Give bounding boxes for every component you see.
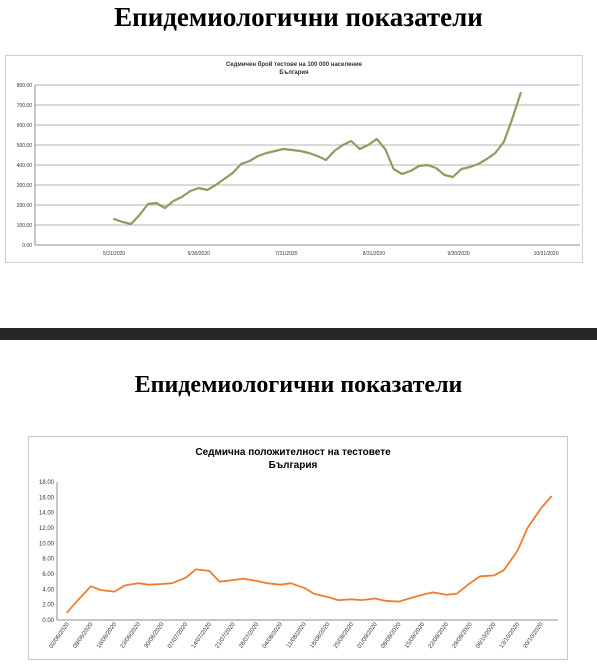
- x-tick-label: 10/31/2020: [533, 251, 559, 257]
- chart-title: Седмичен брой тестове на 100 000 население: [225, 62, 363, 68]
- x-tick-label: 07/07/2020: [167, 621, 190, 650]
- x-tick-label: 21/07/2020: [214, 621, 237, 650]
- y-tick-label: 800.00: [16, 83, 32, 89]
- y-tick-label: 10.00: [38, 541, 54, 548]
- slide-title: Епидемиологични показатели: [114, 2, 483, 32]
- y-tick-label: 18.00: [38, 480, 54, 486]
- y-tick-label: 500.00: [16, 143, 32, 149]
- x-tick-label: 08/09/2020: [380, 621, 403, 650]
- x-tick-label: 14/07/2020: [190, 621, 213, 650]
- y-tick-label: 200.00: [16, 203, 32, 209]
- x-tick-label: 30/06/2020: [143, 621, 166, 650]
- x-tick-label: 29/09/2020: [451, 621, 474, 650]
- x-tick-label: 09/06/2020: [72, 621, 95, 650]
- y-tick-label: 0.00: [42, 618, 54, 624]
- chart-title: Седмична положителност на тестовете: [195, 447, 391, 458]
- y-tick-label: 400.00: [16, 163, 32, 169]
- y-tick-label: 6.00: [42, 572, 54, 578]
- chart-subtitle: България: [268, 460, 318, 471]
- x-tick-label: 9/30/2020: [447, 251, 470, 257]
- x-tick-label: 7/31/2020: [275, 251, 298, 257]
- y-tick-label: 300.00: [16, 183, 32, 189]
- x-tick-label: 02/06/2020: [48, 621, 71, 650]
- test-positivity-chart: [28, 436, 568, 660]
- x-tick-label: 01/09/2020: [356, 621, 379, 650]
- x-tick-label: 15/09/2020: [404, 621, 427, 650]
- x-tick-label: 28/07/2020: [238, 621, 261, 650]
- x-tick-label: 06/10/2020: [475, 621, 498, 650]
- y-tick-label: 16.00: [38, 495, 54, 502]
- slide-divider: [0, 328, 597, 340]
- chart-frame: [6, 56, 583, 263]
- x-tick-label: 5/31/2020: [102, 251, 126, 257]
- y-tick-label: 8.00: [42, 556, 54, 563]
- x-tick-label: 18/08/2020: [309, 621, 332, 650]
- x-tick-label: 13/10/2020: [498, 621, 522, 650]
- x-tick-label: 11/08/2020: [285, 621, 308, 650]
- y-tick-label: 100.00: [16, 223, 32, 229]
- x-tick-label: 22/09/2020: [427, 621, 450, 650]
- x-tick-label: 25/08/2020: [333, 621, 356, 650]
- tests-per-100k-chart: [5, 55, 583, 263]
- y-tick-label: 700.00: [16, 103, 32, 109]
- x-tick-label: 6/30/2020: [187, 251, 210, 257]
- y-tick-label: 0.00: [22, 243, 32, 249]
- y-tick-label: 2.00: [42, 602, 54, 609]
- y-tick-label: 600.00: [16, 123, 32, 129]
- slide-title: Епидемиологични показатели: [134, 372, 463, 398]
- y-tick-label: 4.00: [42, 587, 54, 594]
- y-tick-label: 12.00: [38, 526, 54, 532]
- x-tick-label: 23/06/2020: [119, 621, 142, 650]
- chart-subtitle: България: [279, 70, 309, 76]
- x-tick-label: 20/10/2020: [522, 621, 545, 650]
- x-tick-label: 04/08/2020: [261, 621, 285, 650]
- x-tick-label: 16/06/2020: [96, 621, 119, 650]
- x-tick-label: 8/31/2020: [362, 251, 385, 257]
- y-tick-label: 14.00: [38, 510, 54, 517]
